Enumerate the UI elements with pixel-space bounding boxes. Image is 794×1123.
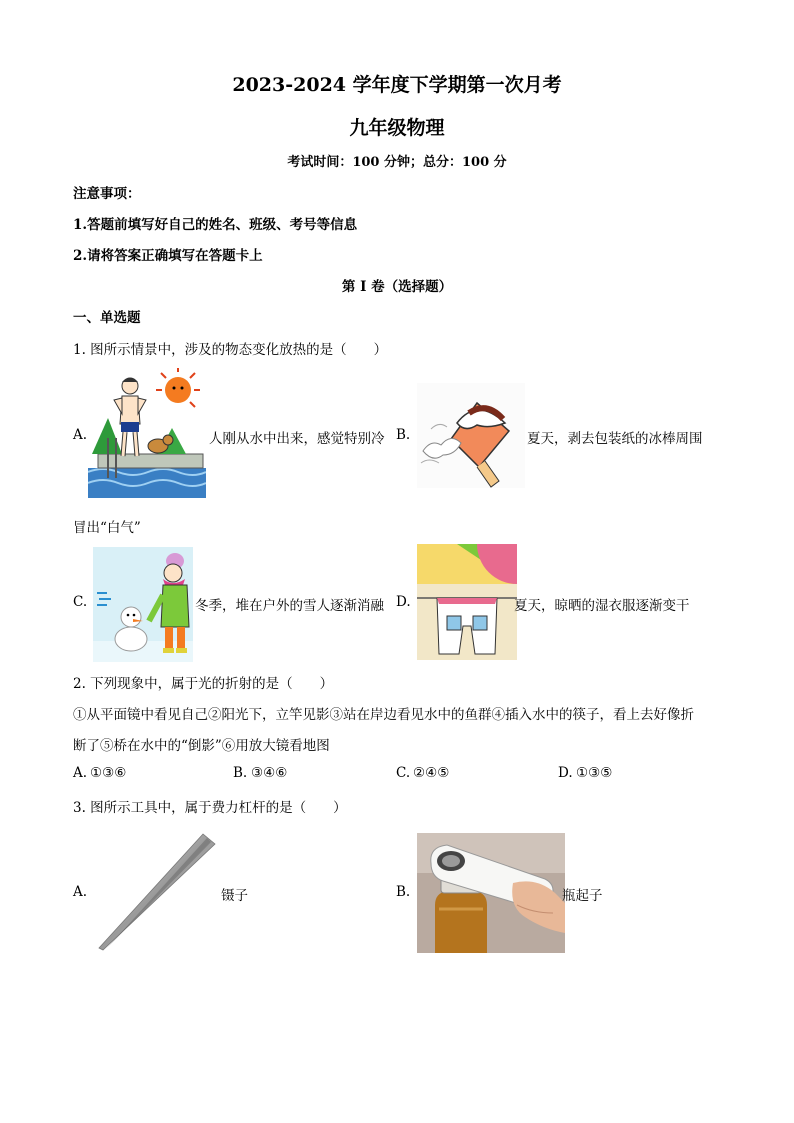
option-label: A. — [73, 427, 88, 443]
question-stem: 2. 下列现象中，属于光的折射的是（ ） — [73, 676, 334, 692]
option-label: A. — [73, 765, 88, 781]
note-item: 1.答题前填写好自己的姓名、班级、考号等信息 — [73, 217, 358, 233]
option-label: B. — [396, 884, 411, 900]
question-body-line: ①从平面镜中看见自己②阳光下，立竿见影③站在岸边看见水中的鱼群④插入水中的筷子，看上去好像折 — [73, 707, 694, 723]
option-label: B. — [233, 765, 248, 781]
question-stem: 1. 图所示情景中，涉及的物态变化放热的是（ ） — [73, 342, 388, 358]
part-title: 第 I 卷（选择题） — [341, 279, 453, 295]
section-title: 一、单选题 — [73, 310, 141, 326]
tweezers-figure — [95, 830, 219, 954]
option-label: D. — [558, 765, 573, 781]
option-text: 夏天，剥去包装纸的冰棒周围 — [527, 431, 703, 447]
option-text: ②④⑤ — [413, 765, 450, 781]
option-label: C. — [396, 765, 411, 781]
exam-info: 考试时间：100 分钟；总分：100 分 — [287, 155, 507, 170]
swimmer-shivering-figure — [88, 368, 206, 498]
question-body-line: 断了⑤桥在水中的“倒影”⑥用放大镜看地图 — [73, 738, 330, 754]
option-text: ③④⑥ — [251, 765, 288, 781]
option-text: 瓶起子 — [562, 888, 603, 904]
option-label: A. — [73, 884, 88, 900]
subject-title: 九年级物理 — [349, 117, 445, 139]
option-text: 夏天，晾晒的湿衣服逐渐变干 — [514, 598, 690, 614]
note-item: 2.请将答案正确填写在答题卡上 — [73, 248, 263, 264]
snowman-child-figure — [93, 547, 193, 662]
option-label: C. — [73, 594, 88, 610]
bottle-opener-figure — [417, 833, 565, 953]
question-stem: 3. 图所示工具中，属于费力杠杆的是（ ） — [73, 800, 347, 816]
option-text-continued: 冒出“白气” — [73, 520, 141, 536]
option-text: ①③⑥ — [90, 765, 127, 781]
notes-heading: 注意事项： — [73, 186, 141, 202]
option-label: D. — [396, 594, 411, 610]
melting-popsicle-figure — [417, 383, 525, 488]
exam-title: 2023-2024 学年度下学期第一次月考 — [232, 74, 562, 96]
option-text: 镊子 — [221, 888, 248, 904]
option-label: B. — [396, 427, 411, 443]
option-text: 人刚从水中出来，感觉特别冷 — [209, 431, 385, 447]
option-text: 冬季，堆在户外的雪人逐渐消融 — [195, 598, 384, 614]
option-text: ①③⑤ — [576, 765, 613, 781]
drying-clothes-figure — [417, 544, 517, 660]
